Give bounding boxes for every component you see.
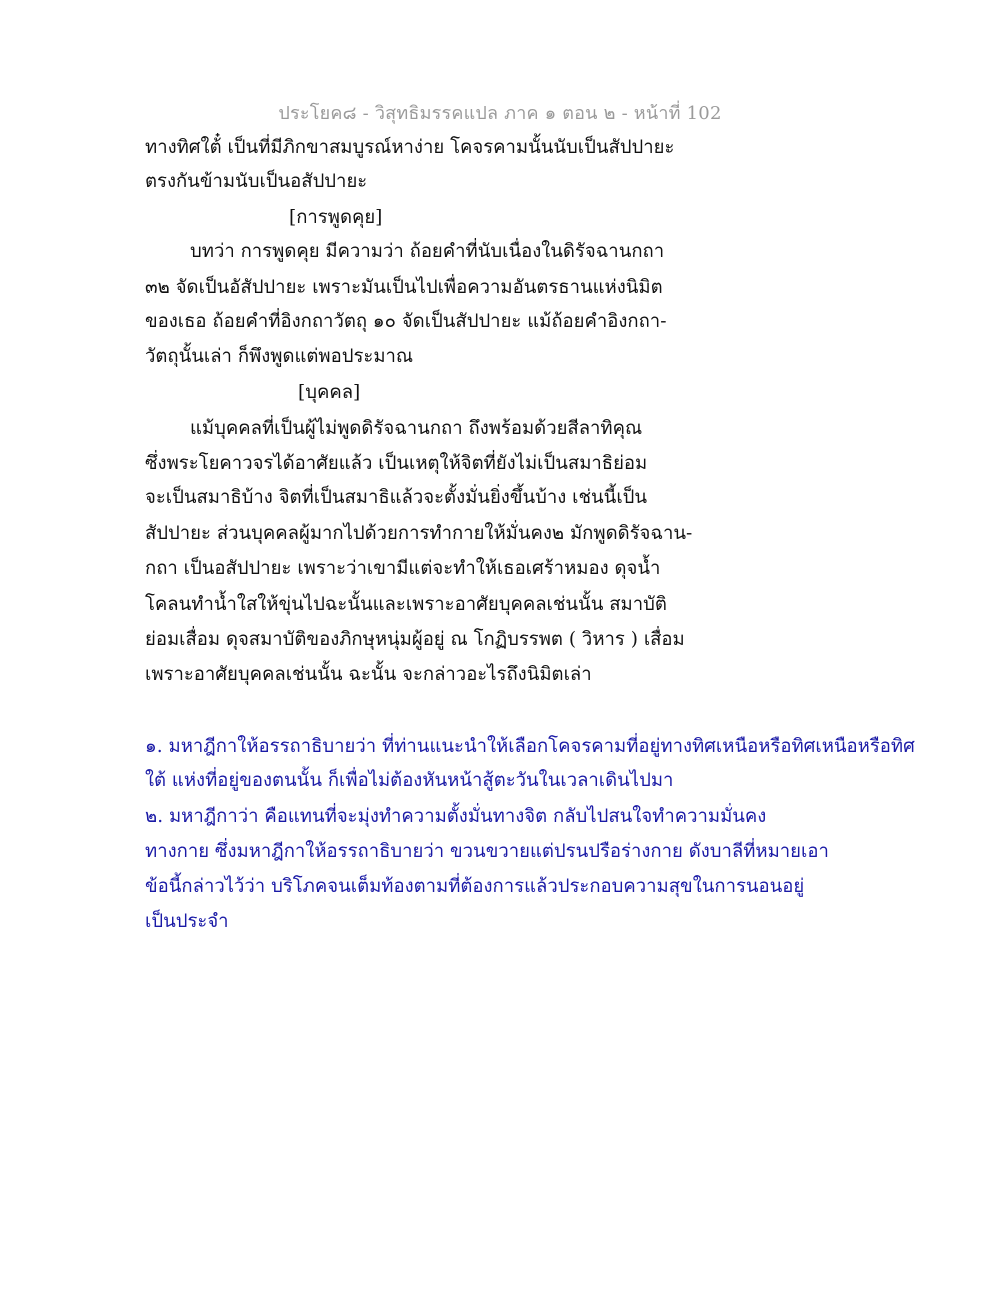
footnote-2-line-1: ๒. มหาฎีกาว่า คือแทนที่จะมุ่งทำความตั้งมั่นทางจิต กลับไปสนใจทำความมั่นคง — [145, 806, 767, 827]
intro-line-2: ตรงกันข้ามนับเป็นอสัปปายะ — [145, 171, 368, 192]
page-header: ประโยค๘ - วิสุทธิมรรคแปล ภาค ๑ ตอน ๒ - หน้าที่ 102 — [278, 103, 722, 124]
footnote-1-line-2: ใต้ แห่งที่อยู่ของตนนั้น ก็เพื่อไม่ต้องหันหน้าสู้ตะวันในเวลาเดินไปมา — [145, 770, 674, 791]
person-line-2: ซึ่งพระโยคาวจรได้อาศัยแล้ว เป็นเหตุให้จิตที่ยังไม่เป็นสมาธิย่อม — [145, 453, 648, 474]
person-line-1: แม้บุคคลที่เป็นผู้ไม่พูดดิรัจฉานกถา ถึงพร้อมด้วยสีลาทิคุณ — [190, 418, 643, 439]
footnote-1-line-1: ๑. มหาฎีกาให้อรรถาธิบายว่า ที่ท่านแนะนำให้เลือกโคจรคามที่อยู่ทางทิศเหนือหรือทิศเหนือหรือทิศ — [145, 736, 915, 757]
person-line-6: โคลนทำน้ำใสให้ขุ่นไปฉะนั้นและเพราะอาศัยบุคคลเช่นนั้น สมาบัติ — [145, 594, 667, 615]
intro-line-1: ทางทิศใต้๋ เป็นที่มีภิกขาสมบูรณ์หาง่าย โคจรคามนั้นนับเป็นสัปปายะ — [145, 137, 675, 158]
footnote-2-line-4: เป็นประจำ — [145, 911, 229, 932]
person-line-5: กถา เป็นอสัปปายะ เพราะว่าเขามีแต่จะทำให้เธอเศร้าหมอง ดุจน้ำ — [145, 558, 661, 579]
section-heading-person: [บุคคล] — [298, 382, 361, 403]
section-heading-conversation: [การพูดคุย] — [289, 207, 383, 228]
conversation-line-1: บทว่า การพูดคุย มีความว่า ถ้อยคำที่นับเนื่องในดิรัจฉานกถา — [190, 241, 665, 262]
footnote-2-line-2: ทางกาย ซึ่งมหาฎีกาให้อรรถาธิบายว่า ขวนขวายแต่ปรนปรือร่างกาย ดังบาลีที่หมายเอา — [145, 841, 829, 862]
person-line-7: ย่อมเสื่อม ดุจสมาบัติของภิกษุหนุ่มผู้อยู่ ณ โกฏิบรรพต ( วิหาร ) เสื่อม — [145, 629, 685, 650]
person-line-4: สัปปายะ ส่วนบุคคลผู้มากไปด้วยการทำกายให้มั่นคง๒ มักพูดดิรัจฉาน- — [145, 523, 693, 544]
person-line-8: เพราะอาศัยบุคคลเช่นนั้น ฉะนั้น จะกล่าวอะไรถึงนิมิตเล่า — [145, 664, 592, 685]
conversation-line-3: ของเธอ ถ้อยคำที่อิงกถาวัตถุ ๑๐ จัดเป็นสัปปายะ แม้ถ้อยคำอิงกถา- — [145, 311, 667, 332]
person-line-3: จะเป็นสมาธิบ้าง จิตที่เป็นสมาธิแล้วจะตั้งมั่นยิ่งขึ้นบ้าง เช่นนี้เป็น — [145, 487, 648, 508]
footnote-2-line-3: ข้อนี้กล่าวไว้ว่า บริโภคจนเต็มท้องตามที่ต้องการแล้วประกอบความสุขในการนอนอยู่ — [145, 876, 805, 897]
conversation-line-4: วัตถุนั้นเล่า ก็พึงพูดแต่พอประมาณ — [145, 346, 414, 367]
conversation-line-2: ๓๒ จัดเป็นอัสัปปายะ เพราะมันเป็นไปเพื่อความอันตรธานแห่งนิมิต — [145, 277, 663, 298]
